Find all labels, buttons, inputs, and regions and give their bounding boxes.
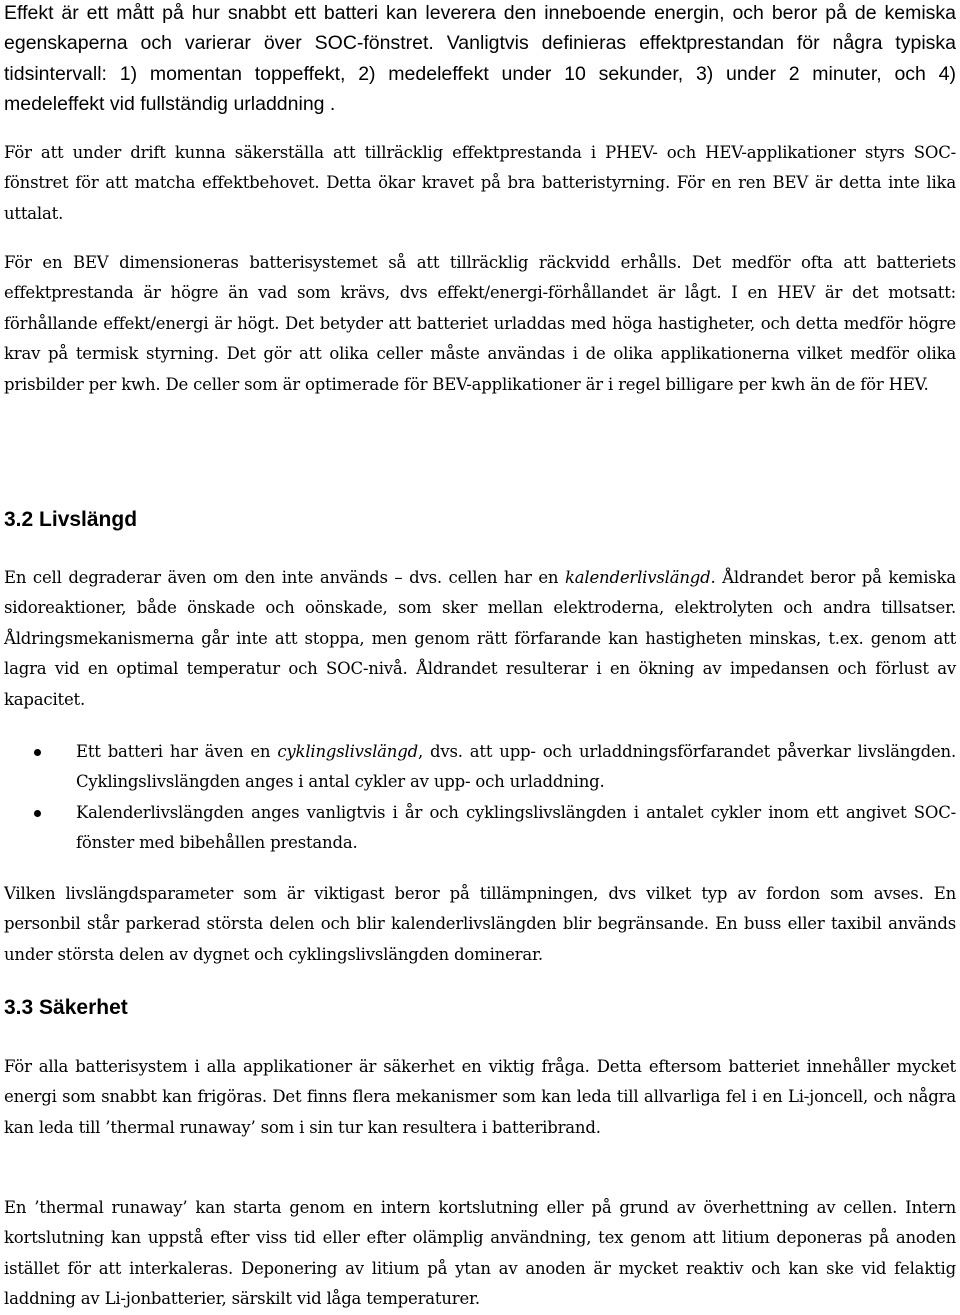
calendar-life-text-a: En cell degraderar även om den inte används – dvs. cellen har en: [4, 568, 565, 587]
paragraph-effekt-definition: Effekt är ett mått på hur snabbt ett batteri kan leverera den inneboende energin, och beror på de kemiska egenskaperna och varierar över SOC-fönstret. Vanligtvis definieras effektprestandan för några typiska tidsintervall: 1) momentan toppeffekt, 2) medeleffekt under 10 sekunder, 3) under 2 minuter, och 4) medeleffekt vid fullständig urladdning .: [4, 2, 956, 116]
heading-livslangd: 3.2 Livslängd: [4, 508, 138, 531]
paragraph-bev-hev-comparison: [4, 248, 956, 400]
list-item: [4, 737, 956, 798]
paragraph-lifetime-parameter: Vilken livslängdsparameter som är viktigast beror på tillämpningen, dvs vilket typ av fordon som avses. En personbil står parkerad största delen och blir kalenderlivslängden blir begränsande. En buss eller taxibil används under största delen av dygnet och cyklingslivslängden dominerar.: [4, 884, 956, 964]
paragraph-safety: För alla batterisystem i alla applikationer är säkerhet en viktig fråga. Detta eftersom batteriet innehåller mycket energi som snabbt kan frigöras. Det finns flera mekanismer som kan leda till allvarliga fel i en Li-joncell, och några kan leda till ’thermal runaway’ som i sin tur kan resultera i batteribrand.: [4, 1057, 956, 1137]
bullet-cycle-text-a: Ett batteri har även en: [76, 742, 278, 761]
calendar-life-term: kalenderlivslängd: [564, 568, 711, 587]
paragraph-bev-hev-text: För en BEV dimensioneras batterisystemet så att tillräcklig räckvidd erhålls. Det medför ofta att batteriets effektprestanda är högre än vad som krävs, dvs effekt/energi-förhållandet är lågt. I en HEV är det motsatt: förhållande effekt/energi är högt. Det betyder att batteriet urladdas med höga hastigheter, och detta medför högre krav på termisk styrning. Det gör att olika celler måste användas i de olika applikationerna vilket medför olika prisbilder per kwh. De celler som är optimerade för BEV-applikationer är i regel billigare per kwh än de för HEV.: [4, 253, 956, 394]
lifetime-bullet-list: [4, 737, 956, 859]
list-item: [4, 798, 956, 859]
bullet-dot-icon: [34, 749, 41, 756]
bullet-dot-icon: [34, 810, 41, 817]
heading-sakerhet: 3.3 Säkerhet: [4, 996, 128, 1019]
paragraph-calendar-life: [4, 563, 956, 715]
bullet-calendar-text: Kalenderlivslängden anges vanligtvis i år och cyklingslivslängden i antalet cykler inom ett angivet SOC-fönster med bibehållen prestanda.: [76, 802, 956, 853]
calendar-life-text-b: . Åldrandet beror på kemiska sidoreaktioner, både önskade och oönskade, som sker mellan elektroderna, elektrolyten och andra tillsatser. Åldringsmekanismerna går inte att stoppa, men genom rätt förfarande kan hastigheten minskas, t.ex. genom att lagra vid en optimal temperatur och SOC-nivå. Åldrandet resulterar i en ökning av impedansen och förlust av kapacitet.: [4, 568, 956, 709]
paragraph-thermal-runaway: En ’thermal runaway’ kan starta genom en intern kortslutning eller på grund av överhettning av cellen. Intern kortslutning kan uppstå efter viss tid eller efter olämplig användning, tex genom att litium deponeras på anoden istället för att interkaleras. Deponering av litium på ytan av anoden är mycket reaktiv och kan ske vid felaktig laddning av Li-jonbatterier, särskilt vid låga temperaturer.: [4, 1198, 956, 1309]
bullet-cycle-text-b: , dvs. att upp- och urladdningsförfarandet påverkar livslängden. Cyklingslivslängden anges i antal cykler av upp- och urladdning.: [76, 742, 956, 792]
bullet-cycle-term: cyklingslivslängd: [277, 742, 418, 761]
paragraph-soc-window: För att under drift kunna säkerställa att tillräcklig effektprestanda i PHEV- och HEV-applikationer styrs SOC-fönstret för att matcha effektbehovet. Detta ökar kravet på bra batteristyrning. För en ren BEV är detta inte lika uttalat.: [4, 143, 956, 223]
